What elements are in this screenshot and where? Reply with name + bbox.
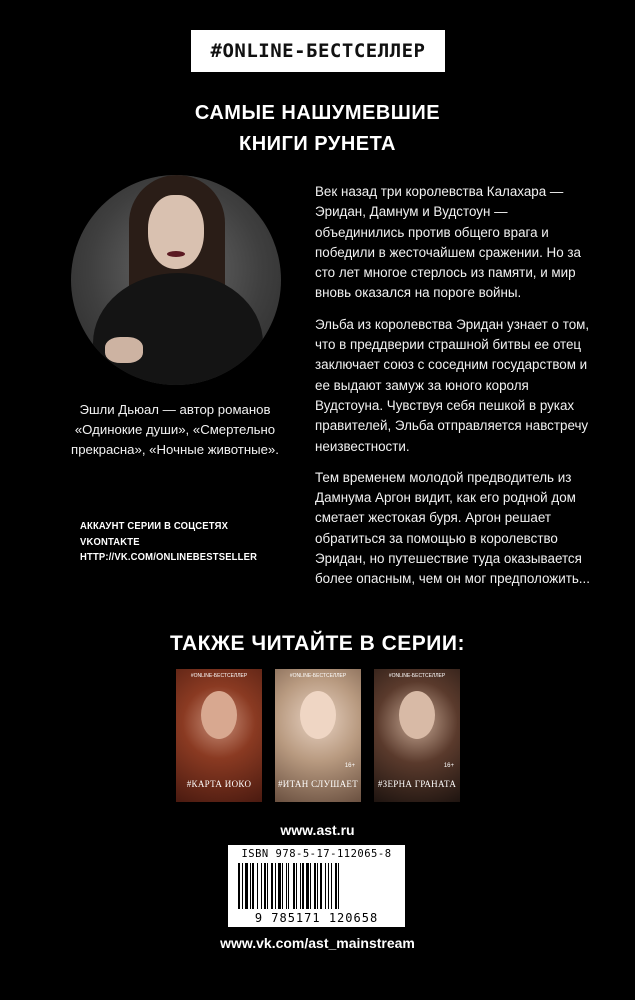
social-network: VKONTAKTE xyxy=(80,535,140,548)
book-cover[interactable] xyxy=(176,669,262,802)
book-cover[interactable] xyxy=(275,669,361,802)
cover-title: #ЗЕРНА ГРАНАТА xyxy=(377,779,457,789)
isbn-text: ISBN 978-5-17-112065-8 xyxy=(241,848,392,860)
ean-number: 9 785171 120658 xyxy=(254,911,379,925)
cover-title: #ИТАН СЛУШАЕТ xyxy=(277,779,359,789)
book-cover[interactable] xyxy=(374,669,460,802)
cover-series-label: #ONLINE-БЕСТСЕЛЛЕР xyxy=(190,673,248,679)
cover-series-label: #ONLINE-БЕСТСЕЛЛЕР xyxy=(388,673,446,679)
series-title-line-1: САМЫЕ НАШУМЕВШИЕ xyxy=(194,102,441,124)
age-rating: 16+ xyxy=(443,763,454,769)
series-title-line-2: КНИГИ РУНЕТА xyxy=(239,133,396,155)
website-link[interactable]: www.ast.ru xyxy=(280,822,355,838)
author-photo xyxy=(71,175,281,385)
social-account-block xyxy=(80,519,278,566)
description-paragraph: Век назад три королевства Калахара — Эридан, Дамнум и Вудстоун — объединились против общего врага и победили в жесточайшем сражении. Но за сто лет многое стерлось из памяти, и мир вновь оказался на пороге войны. xyxy=(315,184,581,301)
cover-title: #КАРТА ИОКО xyxy=(186,779,252,789)
barcode-bars xyxy=(238,863,396,909)
series-title xyxy=(0,98,635,160)
cover-series-label: #ONLINE-БЕСТСЕЛЛЕР xyxy=(289,673,347,679)
description-paragraph: Тем временем молодой предводитель из Дамнума Аргон видит, как его родной дом сметает жестокая буря. Аргон решает обратиться за помощью в королевство Эридан, но путешествие туда оказывается более опасным, чем он мог предположить... xyxy=(315,469,590,587)
description-paragraph: Эльба из королевства Эридан узнает о том, что в преддверии страшной битвы ее отец заключает союз с соседним государством и ее выдают замуж за юного короля Вудстоуна. Чувствуя себя пешкой в руках правителей, Эльба отправляется навстречу неизвестности. xyxy=(315,316,590,454)
vk-link[interactable]: www.vk.com/ast_mainstream xyxy=(220,935,415,951)
bestseller-badge: #ONLINE-БЕСТСЕЛЛЕР xyxy=(191,30,445,72)
barcode xyxy=(228,845,405,927)
book-description xyxy=(315,182,600,601)
author-bio: Эшли Дьюал — автор романов «Одинокие души», «Смертельно прекрасна», «Ночные животные». xyxy=(71,402,279,457)
age-rating: 16+ xyxy=(344,763,355,769)
also-read-heading: ТАКЖЕ ЧИТАЙТЕ В СЕРИИ: xyxy=(170,632,465,655)
social-url[interactable]: HTTP://VK.COM/ONLINEBESTSELLER xyxy=(80,551,258,563)
series-covers xyxy=(176,669,460,802)
social-heading: АККАУНТ СЕРИИ В СОЦСЕТЯХ xyxy=(80,520,229,532)
